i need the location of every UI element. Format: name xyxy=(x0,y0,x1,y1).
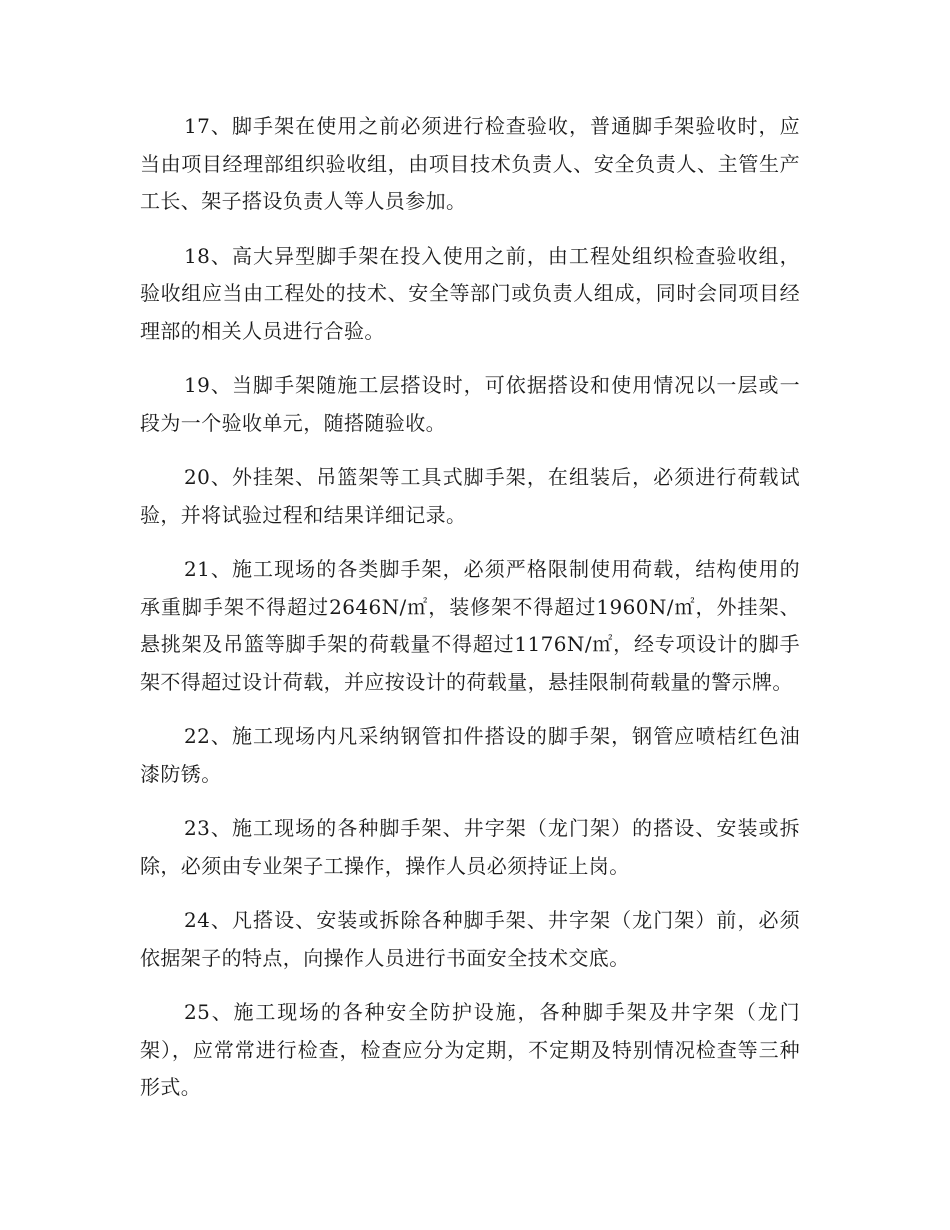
paragraph-23: 23、施工现场的各种脚手架、井字架（龙门架）的搭设、安装或拆除，必须由专业架子工操作，操作人员必须持证上岗。 xyxy=(140,816,800,878)
paragraph-22: 22、施工现场内凡采纳钢管扣件搭设的脚手架，钢管应喷桔红色油漆防锈。 xyxy=(140,724,800,786)
paragraph-18: 18、高大异型脚手架在投入使用之前，由工程处组织检查验收组，验收组应当由工程处的技术、安全等部门或负责人组成，同时会同项目经理部的相关人员进行合验。 xyxy=(140,243,800,343)
paragraph-21: 21、施工现场的各类脚手架，必须严格限制使用荷载，结构使用的承重脚手架不得超过2646N/㎡，装修架不得超过1960N/㎡，外挂架、悬挑架及吊篮等脚手架的荷载量不得超过1176N/㎡，经专项设计的脚手架不得超过设计荷载，并应按设计的荷载量，悬挂限制荷载量的警示牌。 xyxy=(140,557,800,694)
paragraph-20: 20、外挂架、吊篮架等工具式脚手架，在组装后，必须进行荷载试验，并将试验过程和结果详细记录。 xyxy=(140,465,800,527)
paragraph-25: 25、施工现场的各种安全防护设施，各种脚手架及井字架（龙门架），应常常进行检查，检查应分为定期，不定期及特别情况检查等三种形式。 xyxy=(140,1000,800,1099)
paragraph-24: 24、凡搭设、安装或拆除各种脚手架、井字架（龙门架）前，必须依据架子的特点，向操作人员进行书面安全技术交底。 xyxy=(140,908,800,970)
document-body xyxy=(140,108,800,1124)
paragraph-19: 19、当脚手架随施工层搭设时，可依据搭设和使用情况以一层或一段为一个验收单元，随搭随验收。 xyxy=(140,373,800,435)
paragraph-17: 17、脚手架在使用之前必须进行检查验收，普通脚手架验收时，应当由项目经理部组织验收组，由项目技术负责人、安全负责人、主管生产工长、架子搭设负责人等人员参加。 xyxy=(140,114,800,213)
